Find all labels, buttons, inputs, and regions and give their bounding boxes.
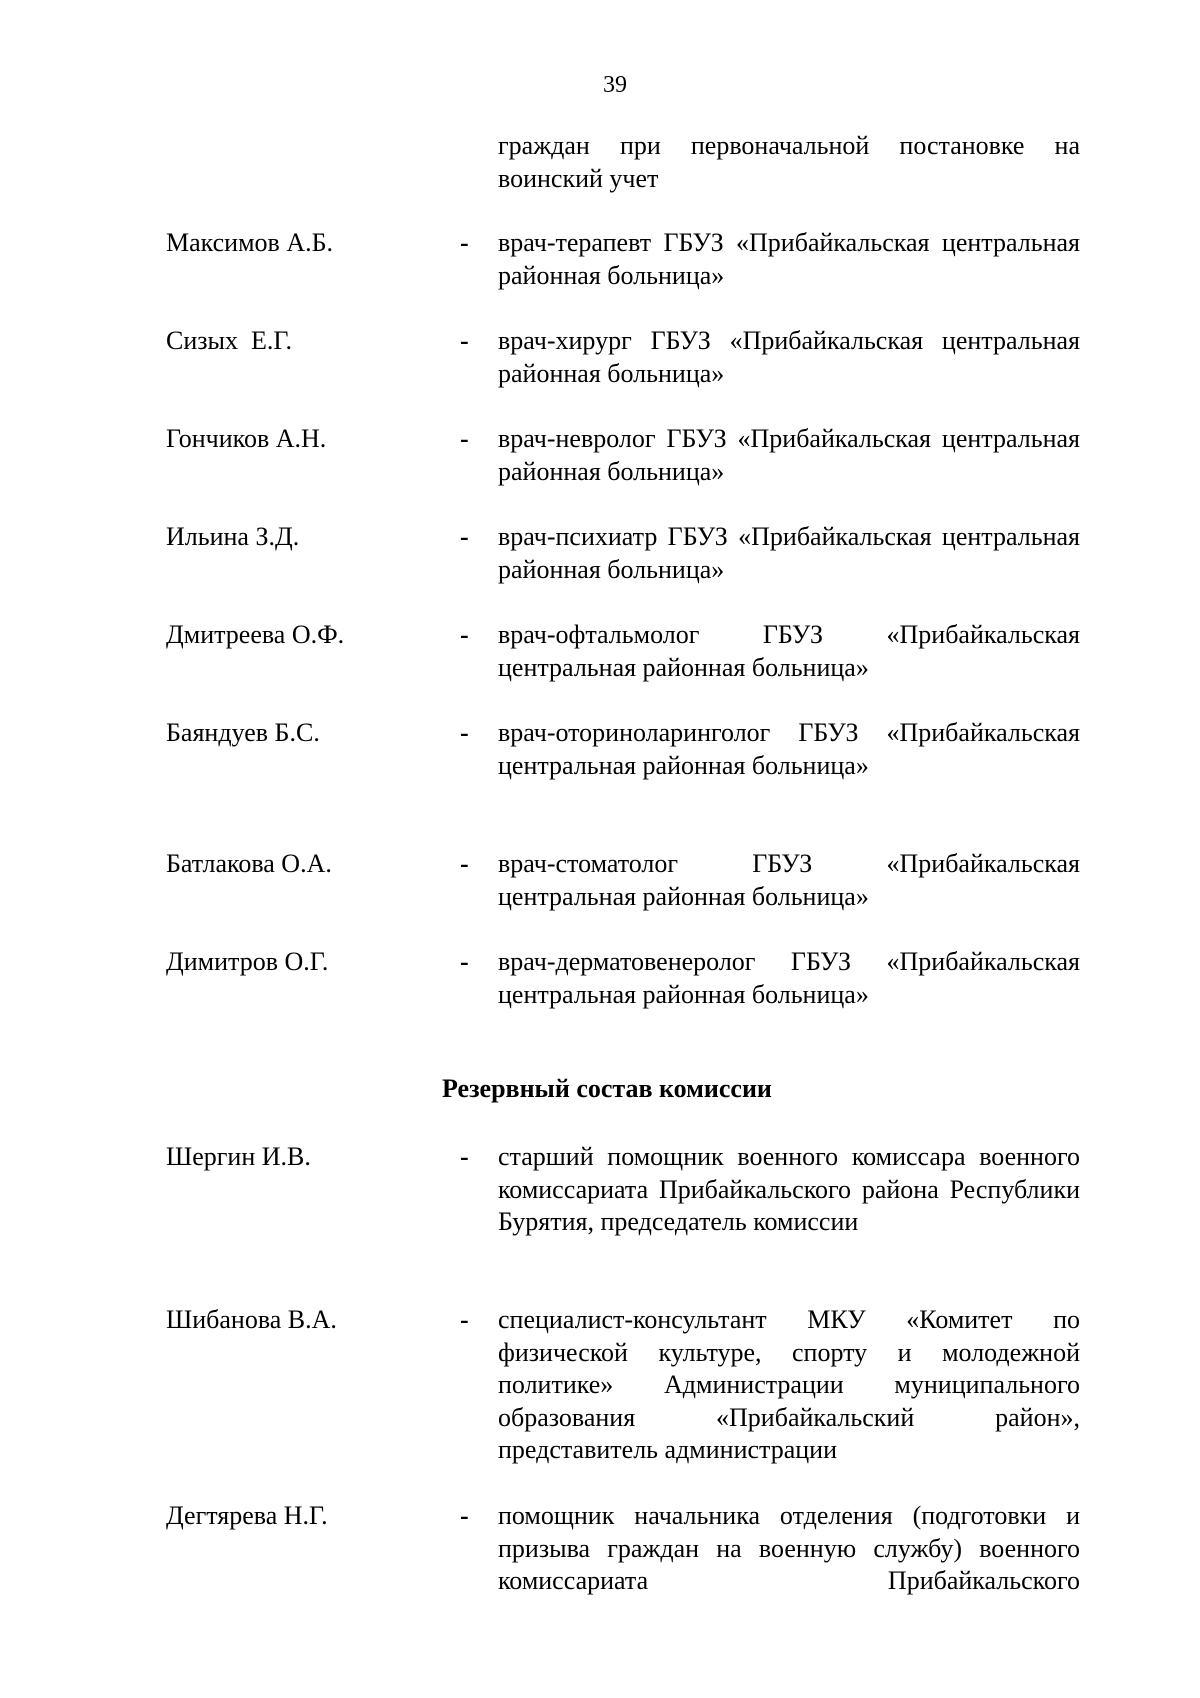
dash-separator: - bbox=[460, 620, 469, 649]
dash-separator: - bbox=[460, 522, 469, 551]
member-description: врач-терапевт ГБУЗ «Прибайкальская центральная районная больница» bbox=[498, 228, 1080, 290]
reserve-section-heading: Резервный состав комиссии bbox=[442, 1074, 772, 1103]
continuation-text: граждан при первоначальной постановке на воинский учет bbox=[498, 131, 1080, 193]
member-description: помощник начальника отделения (подготовки и призыва граждан на военную службу) военного комиссариата Прибайкальского bbox=[498, 1501, 1080, 1595]
member-description: врач-психиатр ГБУЗ «Прибайкальская центральная районная больница» bbox=[498, 522, 1080, 584]
member-name: Шергин И.В. bbox=[166, 1142, 311, 1171]
dash-separator: - bbox=[460, 718, 469, 747]
member-name: Баяндуев Б.С. bbox=[166, 718, 320, 747]
member-name: Сизых Е.Г. bbox=[166, 326, 292, 355]
member-name: Дегтярева Н.Г. bbox=[166, 1501, 328, 1530]
member-description: врач-стоматолог ГБУЗ «Прибайкальская центральная районная больница» bbox=[498, 849, 1080, 911]
member-description: специалист-консультант МКУ «Комитет по физической культуре, спорту и молодежной политике» Администрации муниципального образования «Прибайкальский район», представитель администрации bbox=[498, 1305, 1080, 1464]
dash-separator: - bbox=[460, 326, 469, 355]
dash-separator: - bbox=[460, 1305, 469, 1334]
member-description: врач-дерматовенеролог ГБУЗ «Прибайкальская центральная районная больница» bbox=[498, 947, 1080, 1009]
member-name: Дмитреева О.Ф. bbox=[166, 620, 345, 649]
page-number: 39 bbox=[603, 72, 627, 98]
dash-separator: - bbox=[460, 947, 469, 976]
dash-separator: - bbox=[460, 424, 469, 453]
dash-separator: - bbox=[460, 1501, 469, 1530]
member-name: Гончиков А.Н. bbox=[166, 424, 327, 453]
dash-separator: - bbox=[460, 1142, 469, 1171]
dash-separator: - bbox=[460, 228, 469, 257]
member-name: Димитров О.Г. bbox=[166, 947, 329, 976]
member-name: Максимов А.Б. bbox=[166, 228, 334, 257]
dash-separator: - bbox=[460, 849, 469, 878]
member-description: врач-невролог ГБУЗ «Прибайкальская центральная районная больница» bbox=[498, 424, 1080, 486]
member-name: Батлакова О.А. bbox=[166, 849, 332, 878]
member-description: старший помощник военного комиссара военного комиссариата Прибайкальского района Республики Бурятия, председатель комиссии bbox=[498, 1142, 1080, 1236]
member-name: Шибанова В.А. bbox=[166, 1305, 337, 1334]
member-description: врач-оториноларинголог ГБУЗ «Прибайкальская центральная районная больница» bbox=[498, 718, 1080, 780]
member-description: врач-офтальмолог ГБУЗ «Прибайкальская центральная районная больница» bbox=[498, 620, 1080, 682]
member-description: врач-хирург ГБУЗ «Прибайкальская центральная районная больница» bbox=[498, 326, 1080, 388]
member-name: Ильина З.Д. bbox=[166, 522, 300, 551]
